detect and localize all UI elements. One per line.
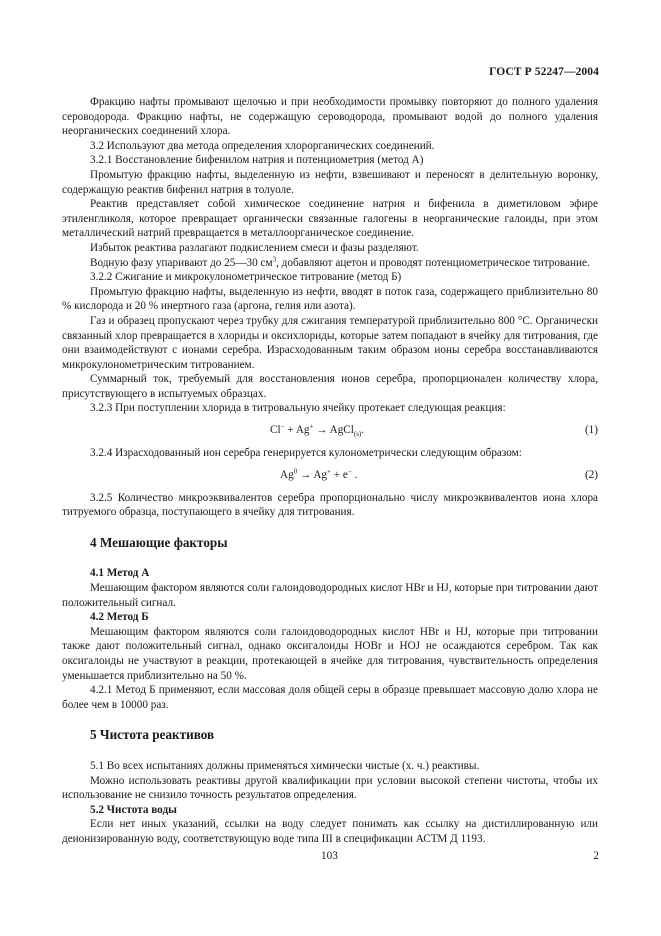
formula-2-number: (2) (584, 468, 598, 481)
formula-1-number: (1) (584, 424, 598, 437)
paragraph-5-2: Если нет иных указаний, ссылки на воду следует понимать как ссылку на дистиллированную или деионизированную воду, соответствующую воде типа III в спецификации АСТМ Д 1193. (62, 818, 598, 845)
subsection-4-2-heading: 4.2 Метод Б (90, 611, 149, 624)
section-4-heading: 4 Мешающие факторы (90, 534, 228, 550)
page-number: 103 (321, 850, 338, 862)
paragraph-3-2-2: 3.2.2 Сжигание и микрокулонометрическое титрование (метод Б) (90, 271, 402, 284)
paragraph-method-a-4: Водную фазу упаривают до 25—30 $см^3$, добавляют ацетон и проводят потенциометрическое титрование. (90, 254, 590, 269)
document-content (62, 95, 598, 847)
paragraph-3-2-4: 3.2.4 Израсходованный ион серебра генерируется кулонометрически следующим образом: (90, 447, 522, 460)
subsection-5-2-heading: 5.2 Чистота воды (90, 803, 177, 816)
paragraph-method-a-2: Реактив представляет собой химическое соединение натрия и бифенила в диметиловом эфире этиленгликоля, которое превращает органически связанные галогены в неорганические галоиды, при этом металлический натрий превращается в металлоорганическое соединение. (62, 198, 598, 240)
section-5-heading: 5 Чистота реактивов (90, 727, 215, 743)
paragraph-5-1: 5.1 Во всех испытаниях должны применяться химически чистые (х. ч.) реактивы. (90, 759, 480, 772)
paragraph-4-1: Мешающим фактором являются соли галоидоводородных кислот HBr и HJ, которые при титровании дают положительный сигнал. (62, 582, 598, 609)
paragraph-3-2-3: 3.2.3 При поступлении хлорида в титровальную ячейку протекает следующая реакция: (90, 402, 506, 415)
paragraph-3-2: 3.2 Используют два метода определения хлорорганических соединений. (90, 139, 435, 152)
sheet-number: 2 (593, 850, 599, 862)
formula-2 (62, 465, 598, 487)
standard-header: ГОСТ Р 52247—2004 (489, 66, 599, 78)
formula-1-expression: Cl− + Ag+ → AgCl$_{(s)}$. (270, 422, 365, 439)
paragraph-naphtha-wash: Фракцию нафты промывают щелочью и при необходимости промывку повторяют до полного удаления сероводорода. Фракцию нафты, не содержащую сероводорода, промывают водой до полного удаления неорганических соединений хлора. (62, 96, 598, 138)
paragraph-method-b-3: Суммарный ток, требуемый для восстановления ионов серебра, пропорционален количеству хлора, присутствующего в испытуемых образцах. (62, 373, 598, 400)
paragraph-3-2-1: 3.2.1 Восстановление бифенилом натрия и потенциометрия (метод А) (90, 154, 424, 167)
formula-2-expression: $Ag^0 \to Ag^+ + e^-$ . (280, 466, 358, 481)
paragraph-method-b-1: Промытую фракцию нафты, выделенную из нефти, вводят в поток газа, содержащего приблизительно 80 % кислорода и 20 % инертного газа (аргона, гелия или азота). (62, 285, 598, 313)
paragraph-5-1-continued: Можно использовать реактивы другой квалификации при условии высокой степени чистоты, чтобы их использование не снизило точность результатов определения. (62, 774, 598, 802)
paragraph-method-b-2: Газ и образец пропускают через трубку для сжигания температурой приблизительно 800 °С. Органически связанный хлор превращается в хлориды и оксихлориды, которые затем попадают в ячейку для титрования, где они взаимодействуют с ионами серебра. Израсходованным таким образом ионы серебра восстанавливаются микрокулонометрическим титрованием. (62, 314, 598, 371)
paragraph-4-2: Мешающим фактором являются соли галоидоводородных кислот HBr и HJ, которые при титровании также дают положительный сигнал, однако оксигалоиды HOBr и HOJ не осаждаются серебром. Так как оксигалоиды не участвуют в реакции, протекающей в ячейке для титрования, чувствительность определения уменьшается приблизительно на 50 %. (62, 625, 598, 682)
subsection-4-1-heading: 4.1 Метод А (90, 567, 150, 580)
paragraph-method-a-3: Избыток реактива разлагают подкислением смеси и фазы разделяют. (90, 241, 419, 254)
formula-1 (62, 420, 598, 442)
paragraph-3-2-5: 3.2.5 Количество микроэквивалентов серебра пропорционально числу микроэквивалентов иона хлора титруемого образца, поступающего в ячейку для титрования. (62, 491, 598, 519)
paragraph-method-a-1: Промытую фракцию нафты, выделенную из нефти, взвешивают и переносят в делительную воронку, содержащую реактив бифенил натрия в толуоле. (62, 168, 598, 196)
paragraph-4-2-1: 4.2.1 Метод Б применяют, если массовая доля общей серы в образце превышает массовую долю хлора не более чем в 10000 раз. (62, 684, 598, 711)
